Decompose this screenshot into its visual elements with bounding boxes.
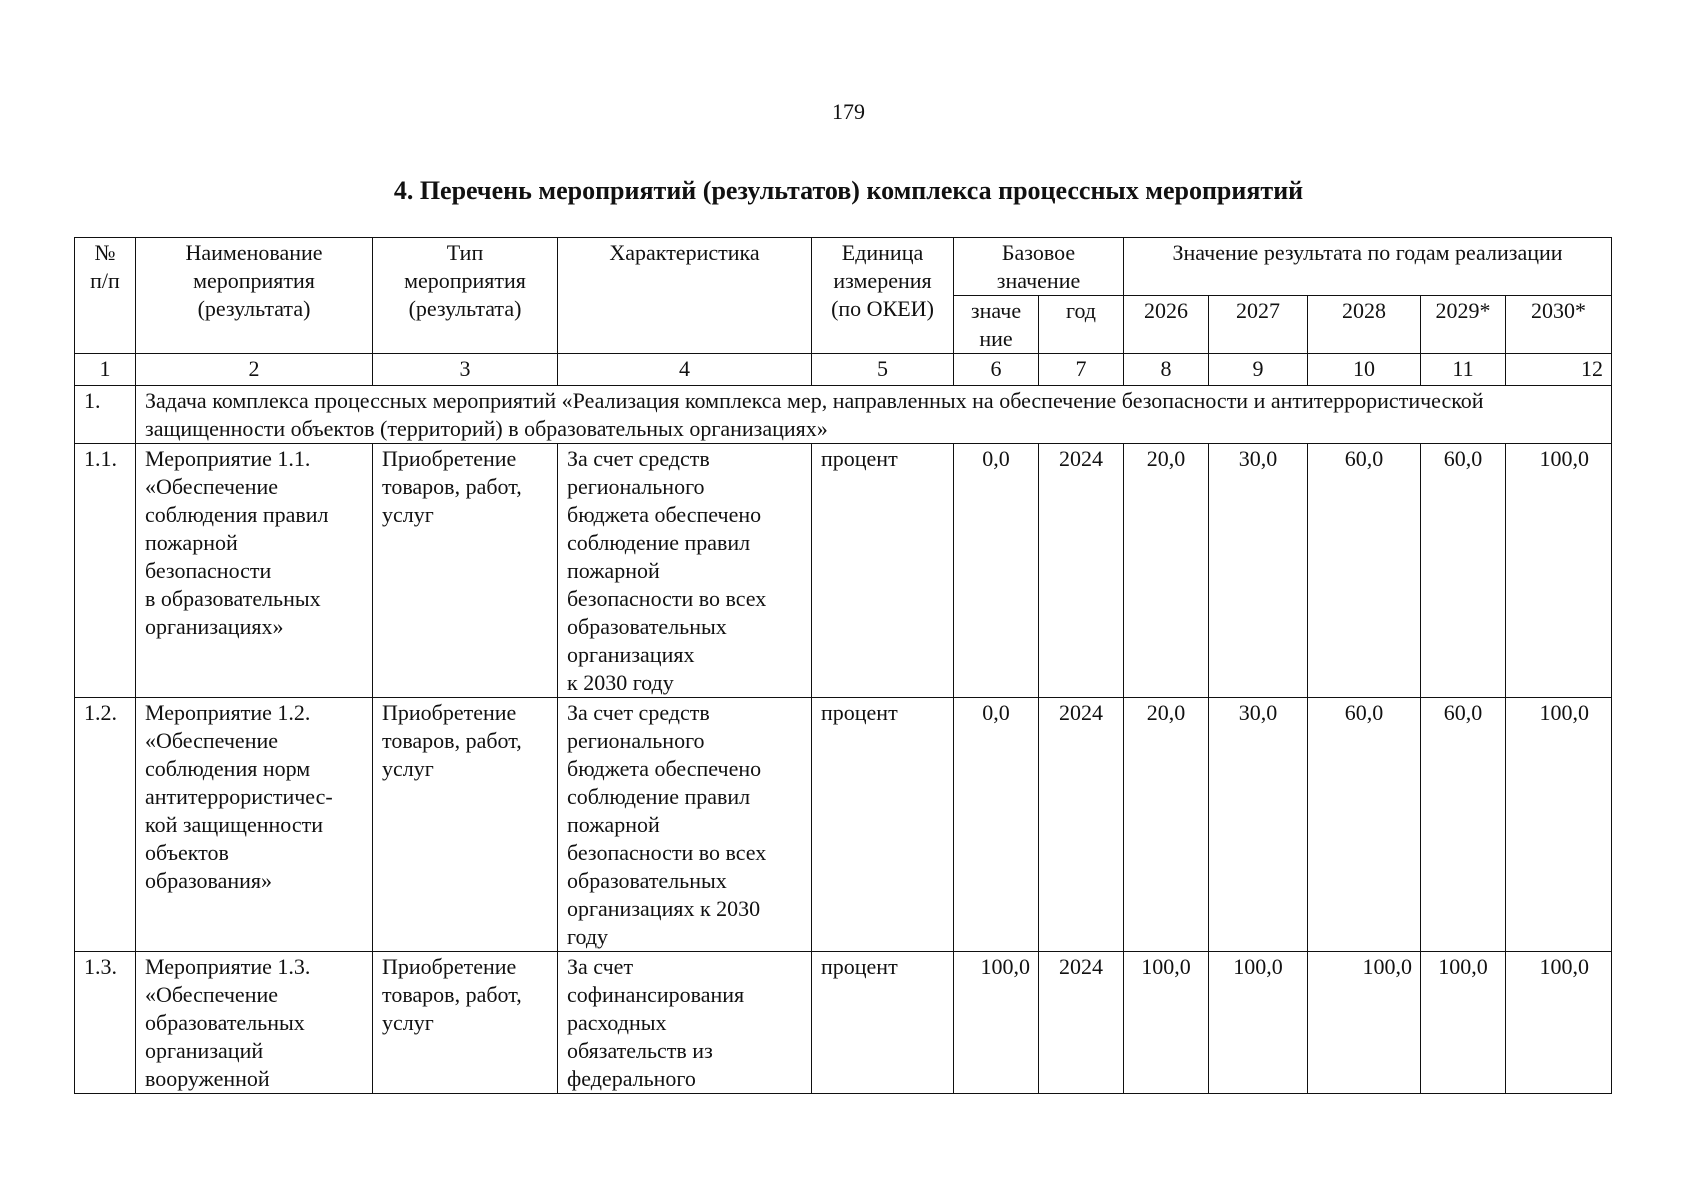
event-unit: процент (812, 698, 954, 952)
header-num: № п/п (75, 238, 136, 354)
column-number: 1 (75, 354, 136, 386)
event-name: Мероприятие 1.3. «Обеспечение образовательных организаций вооруженной (136, 952, 373, 1094)
event-unit: процент (812, 952, 954, 1094)
row-number: 1.3. (75, 952, 136, 1094)
column-number: 2 (136, 354, 373, 386)
value-2026: 100,0 (1124, 952, 1209, 1094)
event-characteristic: За счет средств регионального бюджета обеспечено соблюдение правил пожарной безопасности во всех образовательных организациях к 2030 году (558, 698, 812, 952)
column-number: 9 (1209, 354, 1308, 386)
column-number: 12 (1506, 354, 1612, 386)
value-2029: 100,0 (1421, 952, 1506, 1094)
header-base: Базовое значение (954, 238, 1124, 296)
value-2028: 60,0 (1308, 698, 1421, 952)
column-number: 4 (558, 354, 812, 386)
value-2028: 100,0 (1308, 952, 1421, 1094)
row-number: 1.1. (75, 444, 136, 698)
column-number: 3 (373, 354, 558, 386)
event-characteristic: За счет софинансирования расходных обязательств из федерального (558, 952, 812, 1094)
base-year: 2024 (1039, 444, 1124, 698)
header-year-2030: 2030* (1506, 296, 1612, 354)
page-title: 4. Перечень мероприятий (результатов) комплекса процессных мероприятий (393, 176, 1304, 205)
header-year-2029: 2029* (1421, 296, 1506, 354)
column-number: 11 (1421, 354, 1506, 386)
base-year: 2024 (1039, 952, 1124, 1094)
base-year: 2024 (1039, 698, 1124, 952)
table-row (75, 952, 1612, 1094)
column-number: 6 (954, 354, 1039, 386)
header-name: Наименование мероприятия (результата) (136, 238, 373, 354)
column-number: 8 (1124, 354, 1209, 386)
value-2027: 30,0 (1209, 444, 1308, 698)
page-number: 179 (832, 99, 865, 124)
value-2027: 30,0 (1209, 698, 1308, 952)
column-number: 7 (1039, 354, 1124, 386)
column-number: 5 (812, 354, 954, 386)
header-base-year: год (1039, 296, 1124, 354)
table-row (75, 698, 1612, 952)
event-name: Мероприятие 1.2. «Обеспечение соблюдения норм антитеррористичес- кой защищенности объектов образования» (136, 698, 373, 952)
value-2029: 60,0 (1421, 444, 1506, 698)
column-number-row (75, 354, 1612, 386)
event-type: Приобретение товаров, работ, услуг (373, 698, 558, 952)
task-row (75, 386, 1612, 444)
header-type: Тип мероприятия (результата) (373, 238, 558, 354)
header-characteristic: Характеристика (558, 238, 812, 354)
event-unit: процент (812, 444, 954, 698)
value-2029: 60,0 (1421, 698, 1506, 952)
table-row (75, 444, 1612, 698)
value-2026: 20,0 (1124, 698, 1209, 952)
base-value: 100,0 (954, 952, 1039, 1094)
header-values-by-year: Значение результата по годам реализации (1124, 238, 1612, 296)
event-name: Мероприятие 1.1. «Обеспечение соблюдения правил пожарной безопасности в образовательных организациях» (136, 444, 373, 698)
header-row-1 (75, 238, 1612, 296)
event-characteristic: За счет средств регионального бюджета обеспечено соблюдение правил пожарной безопасности во всех образовательных организациях к 2030 году (558, 444, 812, 698)
header-base-value: значе ние (954, 296, 1039, 354)
events-table (74, 237, 1612, 1094)
task-text: Задача комплекса процессных мероприятий «Реализация комплекса мер, направленных на обеспечение безопасности и антитеррористической защищенности объектов (территорий) в образовательных организациях» (136, 386, 1612, 444)
header-year-2026: 2026 (1124, 296, 1209, 354)
task-number: 1. (75, 386, 136, 444)
value-2026: 20,0 (1124, 444, 1209, 698)
row-number: 1.2. (75, 698, 136, 952)
value-2027: 100,0 (1209, 952, 1308, 1094)
event-type: Приобретение товаров, работ, услуг (373, 444, 558, 698)
value-2030: 100,0 (1506, 444, 1612, 698)
header-year-2027: 2027 (1209, 296, 1308, 354)
base-value: 0,0 (954, 444, 1039, 698)
base-value: 0,0 (954, 698, 1039, 952)
header-unit: Единица измерения (по ОКЕИ) (812, 238, 954, 354)
value-2028: 60,0 (1308, 444, 1421, 698)
value-2030: 100,0 (1506, 952, 1612, 1094)
header-year-2028: 2028 (1308, 296, 1421, 354)
event-type: Приобретение товаров, работ, услуг (373, 952, 558, 1094)
column-number: 10 (1308, 354, 1421, 386)
value-2030: 100,0 (1506, 698, 1612, 952)
